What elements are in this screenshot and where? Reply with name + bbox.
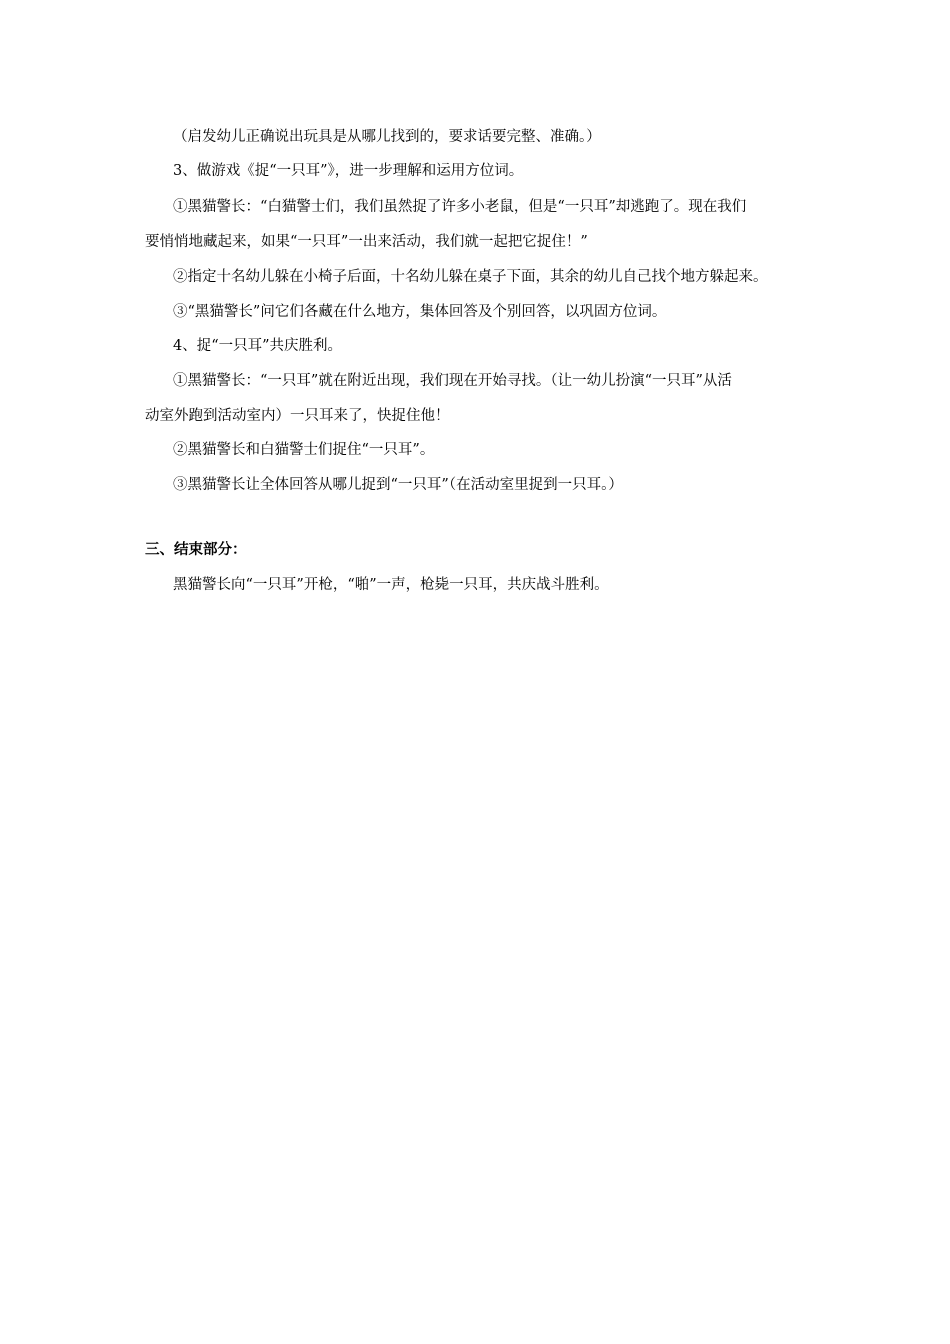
- paragraph-line: 3、做游戏《捉“一只耳”》，进一步理解和运用方位词。: [173, 163, 524, 179]
- paragraph-line: ③黑猫警长让全体回答从哪儿捉到“一只耳”（在活动室里捉到一只耳。）: [173, 477, 623, 493]
- paragraph-line: ③“黑猫警长”问它们各藏在什么地方，集体回答及个别回答，以巩固方位词。: [173, 304, 667, 320]
- closing-line: 黑猫警长向“一只耳”开枪，“啪”一声，枪毙一只耳，共庆战斗胜利。: [173, 577, 609, 593]
- paragraph-line: 要悄悄地藏起来，如果“一只耳”一出来活动，我们就一起把它捉住！”: [145, 234, 588, 250]
- paragraph-line: ②黑猫警长和白猫警士们捉住“一只耳”。: [173, 442, 435, 458]
- section-heading: 三、结束部分：: [145, 541, 247, 558]
- paragraph-line: ①黑猫警长：“白猫警士们，我们虽然捉了许多小老鼠，但是“一只耳”却逃跑了。现在我们: [173, 199, 747, 215]
- paragraph-line: 4、捉“一只耳”共庆胜利。: [173, 338, 343, 354]
- paragraph-line: 动室外跑到活动室内）一只耳来了，快捉住他！: [145, 408, 450, 424]
- paragraph-line: ①黑猫警长：“一只耳”就在附近出现，我们现在开始寻找。（让一幼儿扮演“一只耳”从活: [173, 373, 732, 389]
- paragraph-line: （启发幼儿正确说出玩具是从哪儿找到的，要求话要完整、准确。）: [173, 129, 601, 145]
- paragraph-line: ②指定十名幼儿躲在小椅子后面，十名幼儿躲在桌子下面，其余的幼儿自己找个地方躲起来。: [173, 269, 768, 285]
